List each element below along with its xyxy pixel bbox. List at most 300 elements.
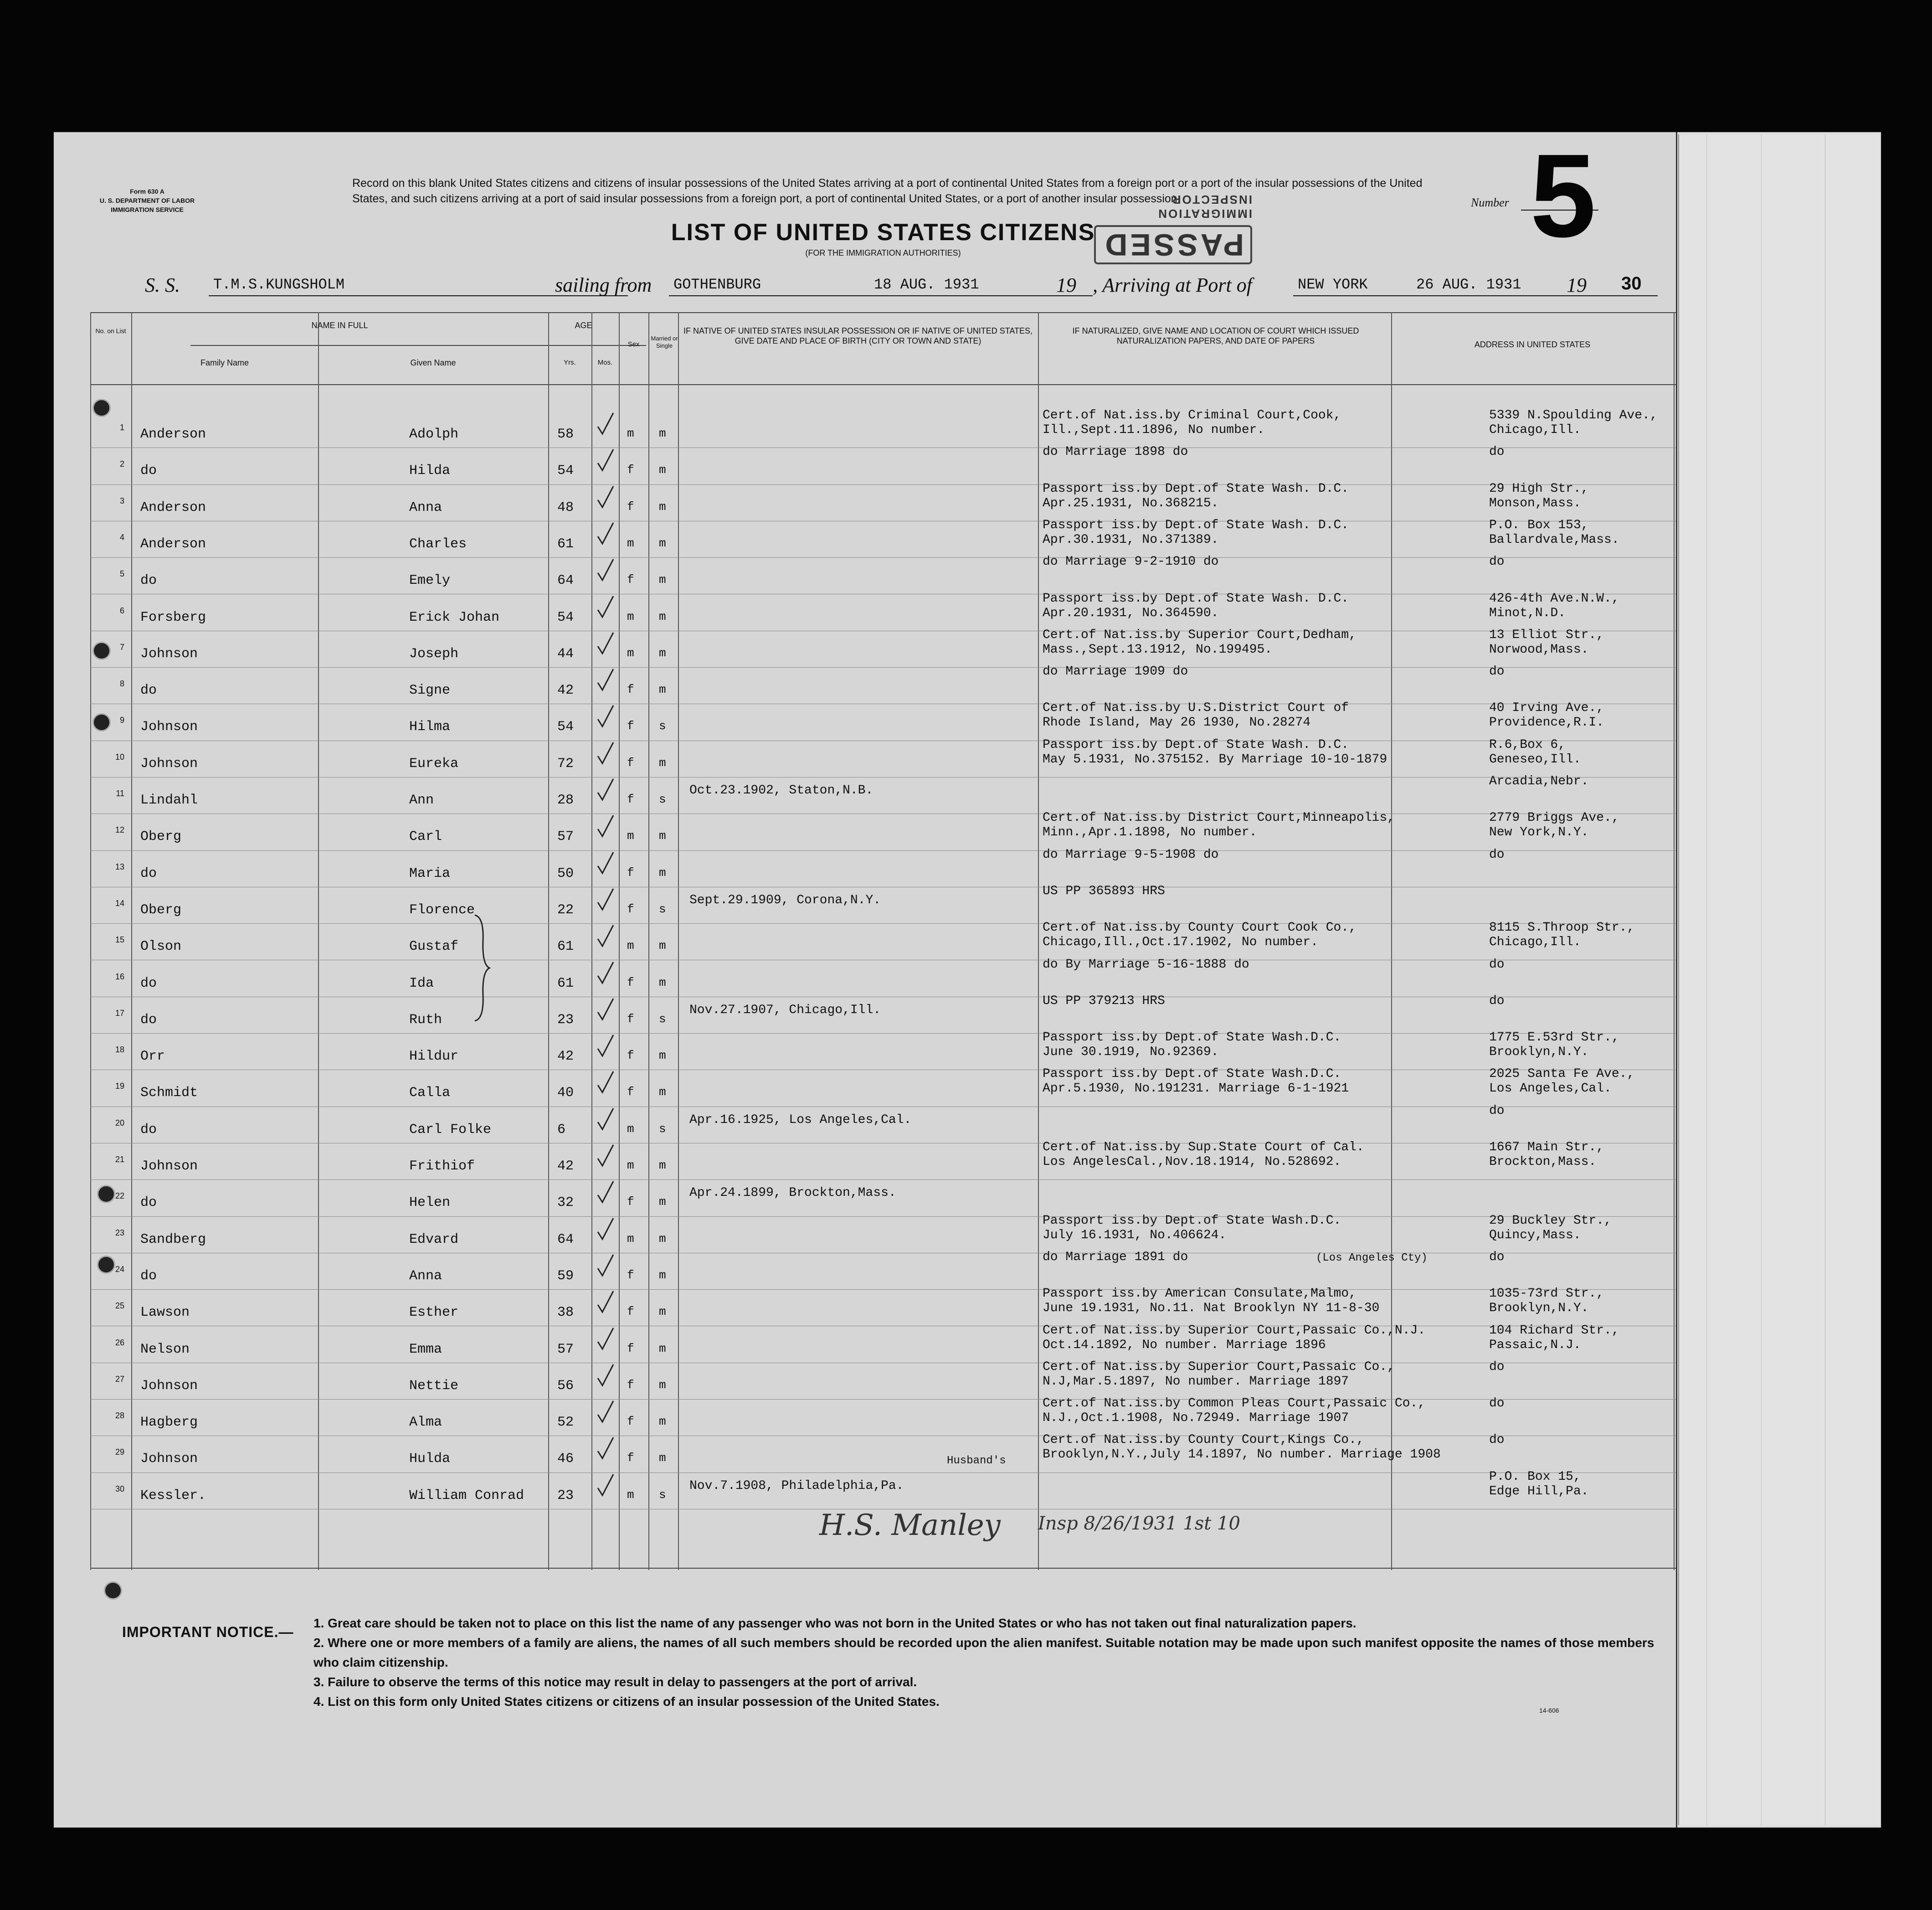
marital-status: s	[659, 793, 666, 806]
marital-status: m	[659, 499, 666, 514]
row-number: 16	[115, 972, 124, 981]
form-identifier	[90, 187, 204, 214]
checkmark-stroke	[598, 742, 613, 763]
family-name: do	[140, 865, 157, 881]
table-row	[90, 408, 1676, 451]
age-years: 46	[557, 1451, 574, 1467]
naturalization-line-1: Passport iss.by Dept.of State Wash.D.C.	[1043, 1213, 1341, 1228]
given-name: Eureka	[409, 756, 459, 772]
marital-status: m	[659, 573, 666, 587]
age-years: 72	[557, 756, 574, 772]
checkmark-stroke	[598, 486, 613, 507]
naturalization-line-1: do Marriage 9-2-1910 do	[1043, 555, 1219, 569]
given-name: Gustaf	[409, 939, 459, 955]
record-instructions: Record on this blank United States citizens and citizens of insular possessions of the United States arriving at a port of continental United States from a foreign port or a port of the insular possessions of the United States, and such citizens arriving at a port of said insular possessions from a foreign port, a port of continental United States, or a port of another insular possession.	[352, 177, 1423, 205]
row-number: 21	[115, 1155, 124, 1164]
given-name: Charles	[409, 536, 467, 552]
row-number: 4	[119, 532, 124, 542]
adjacent-page-edge	[1678, 134, 1880, 1825]
age-years: 54	[557, 463, 574, 479]
family-name: Johnson	[140, 646, 198, 662]
page-subtitle: (FOR THE IMMIGRATION AUTHORITIES)	[805, 248, 961, 257]
family-name: Olson	[140, 939, 182, 955]
address-line-1: 1035-73rd Str.,	[1489, 1287, 1604, 1301]
marital-status: m	[659, 1415, 666, 1429]
checkmark-stroke	[598, 1364, 613, 1385]
naturalization-line-1: do Marriage 1898 do	[1043, 445, 1188, 459]
given-name: Hulda	[409, 1451, 451, 1467]
checkmark-icon	[596, 850, 614, 876]
row-divider	[90, 1179, 1676, 1180]
col-header-family-name: Family Name	[200, 358, 249, 367]
family-name: Kessler.	[140, 1488, 206, 1503]
naturalization-line-1: Passport iss.by Dept.of State Wash. D.C.	[1043, 737, 1349, 752]
sailing-from-label: sailing from	[555, 274, 652, 296]
family-name: do	[140, 1268, 157, 1284]
husbands-annotation: Husband's	[947, 1455, 1006, 1467]
naturalization-line-1: Passport iss.by Dept.of State Wash.D.C.	[1043, 1067, 1341, 1081]
given-name: Ida	[409, 975, 434, 991]
address-line-2: Minot,N.D.	[1489, 606, 1566, 620]
address-line-1: 5339 N.Spoulding Ave.,	[1489, 408, 1658, 422]
sex: m	[627, 427, 634, 440]
family-name: Lindahl	[140, 793, 198, 808]
naturalization-line-1: US PP 379213 HRS	[1043, 994, 1165, 1008]
checkmark-icon	[596, 1289, 614, 1315]
sex: f	[627, 719, 634, 733]
table-row	[90, 811, 1676, 854]
age-years: 44	[557, 646, 574, 662]
sex: m	[627, 1488, 634, 1502]
table-row	[90, 884, 1676, 927]
family-name: Anderson	[140, 499, 206, 515]
notice-item-1: 1. Great care should be taken not to place on this list the name of any passenger who was not born in the United States or who has not taken out final naturalization papers.	[313, 1616, 1357, 1630]
family-name: Nelson	[140, 1341, 190, 1357]
address-line-1: 13 Elliot Str.,	[1489, 628, 1604, 642]
row-number: 1	[119, 423, 124, 432]
stamp-subtext: IMMIGRATION INSPECTOR	[1157, 193, 1252, 221]
address-line-1: do	[1489, 1396, 1505, 1411]
marital-status: m	[659, 1378, 666, 1392]
row-number: 24	[115, 1264, 124, 1274]
checkmark-stroke	[598, 669, 613, 690]
checkmark-stroke	[598, 999, 613, 1019]
naturalization-line-1: US PP 365893 HRS	[1043, 884, 1165, 898]
naturalization-line-1: Passport iss.by American Consulate,Malmo,	[1043, 1287, 1357, 1301]
age-years: 58	[557, 427, 574, 442]
naturalization-line-1: Cert.of Nat.iss.by District Court,Minneapolis,	[1043, 811, 1395, 825]
marital-status: m	[659, 1451, 666, 1465]
checkmark-icon	[596, 1436, 614, 1461]
family-name: Hagberg	[140, 1415, 198, 1431]
naturalization-line-2: Minn.,Apr.1.1898, No number.	[1043, 825, 1257, 840]
age-years: 52	[557, 1415, 574, 1431]
age-years: 50	[557, 865, 574, 881]
flap-rule	[1761, 134, 1762, 1825]
checkmark-stroke	[598, 1071, 613, 1092]
col-header-no: No. on List	[95, 327, 126, 335]
naturalization-line-2: Oct.14.1892, No number. Marriage 1896	[1043, 1338, 1326, 1352]
address-line-1: 2779 Briggs Ave.,	[1489, 811, 1619, 825]
date-from: 18 AUG. 1931	[874, 276, 979, 293]
checkmark-icon	[596, 557, 614, 583]
date-to: 26 AUG. 1931	[1416, 276, 1521, 293]
checkmark-icon	[596, 1033, 614, 1059]
notice-lead: IMPORTANT NOTICE.—	[122, 1624, 294, 1640]
punch-hole	[92, 642, 111, 660]
address-line-2: Norwood,Mass.	[1489, 642, 1589, 657]
age-years: 32	[557, 1195, 574, 1211]
table-row	[90, 957, 1676, 1000]
row-number: 23	[115, 1228, 124, 1237]
sex: f	[627, 1195, 634, 1209]
family-name: Forsberg	[140, 609, 206, 625]
row-number: 6	[119, 606, 124, 615]
marital-status: m	[659, 939, 666, 953]
voyage-line	[145, 273, 1671, 296]
sex: f	[627, 793, 634, 806]
age-years: 23	[557, 1012, 574, 1028]
checkmark-stroke	[598, 815, 613, 836]
naturalization-line-1: Cert.of Nat.iss.by Superior Court,Passaic Co.,	[1043, 1359, 1395, 1374]
age-years: 42	[557, 1049, 574, 1065]
col-header-yrs: Yrs.	[564, 359, 576, 366]
marital-status: s	[659, 902, 666, 916]
address-line-2: Ballardvale,Mass.	[1489, 532, 1619, 547]
checkmark-stroke	[598, 1437, 613, 1458]
flap-rule	[1706, 134, 1707, 1825]
service-name: IMMIGRATION SERVICE	[111, 206, 184, 213]
sex: f	[627, 1378, 634, 1392]
age-years: 42	[557, 1158, 574, 1174]
col-header-mos: Mos.	[597, 359, 613, 366]
col-header-married: Married or Single	[651, 335, 678, 349]
address-line-2: Chicago,Ill.	[1489, 423, 1581, 437]
row-number: 14	[115, 898, 124, 908]
col-header-name-in-full: NAME IN FULL	[311, 321, 368, 330]
marital-status: m	[659, 975, 666, 989]
family-name: do	[140, 573, 157, 589]
checkmark-icon	[596, 813, 614, 839]
age-years: 57	[557, 829, 574, 845]
checkmark-icon	[596, 1143, 614, 1169]
header-bottom-border	[90, 384, 1676, 385]
checkmark-stroke	[598, 925, 613, 946]
naturalization-line-1: Cert.of Nat.iss.by County Court,Kings Co.,	[1043, 1433, 1364, 1447]
sex: m	[627, 1158, 634, 1172]
sex: m	[627, 536, 634, 550]
family-name: Anderson	[140, 427, 206, 442]
family-name: Johnson	[140, 756, 198, 772]
port-from: GOTHENBURG	[673, 276, 761, 293]
address-line-2: Passaic,N.J.	[1489, 1338, 1581, 1352]
naturalization-line-2: Apr.20.1931, No.364590.	[1043, 606, 1219, 620]
checkmark-icon	[596, 923, 614, 949]
form-sheet	[54, 132, 1677, 1828]
age-years: 64	[557, 573, 574, 589]
checkmark-icon	[596, 484, 614, 510]
table-row	[90, 1287, 1676, 1329]
naturalization-line-1: Cert.of Nat.iss.by Common Pleas Court,Passaic Co.,	[1043, 1396, 1426, 1411]
family-name: do	[140, 1195, 157, 1211]
checkmark-icon	[596, 1070, 614, 1095]
year-suffix: 30	[1621, 273, 1642, 293]
marital-status: m	[659, 756, 666, 770]
family-name: Schmidt	[140, 1085, 198, 1101]
age-years: 22	[557, 902, 574, 918]
row-divider	[90, 850, 1676, 851]
sex: f	[627, 683, 634, 697]
name-subheader-line	[190, 345, 646, 346]
checkmark-icon	[596, 887, 614, 912]
address-line-2: Geneseo,Ill.	[1489, 752, 1581, 767]
port-to: NEW YORK	[1298, 276, 1368, 293]
marital-status: m	[659, 646, 666, 660]
sex: f	[627, 865, 634, 880]
checkmark-stroke	[598, 1401, 613, 1422]
address-line-2: Brooklyn,N.Y.	[1489, 1301, 1589, 1316]
sex: f	[627, 499, 634, 514]
address-line-1: 1775 E.53rd Str.,	[1489, 1030, 1619, 1045]
inspector-signature: H.S. Manley	[819, 1508, 1001, 1542]
arriving-label: , Arriving at Port of	[1093, 274, 1252, 296]
checkmark-icon	[596, 777, 614, 803]
checkmark-icon	[596, 631, 614, 656]
given-name: Ruth	[409, 1012, 442, 1028]
checkmark-icon	[596, 1363, 614, 1388]
age-years: 40	[557, 1085, 574, 1101]
row-number: 19	[115, 1081, 124, 1091]
table-row	[90, 921, 1676, 963]
naturalization-line-2: Chicago,Ill.,Oct.17.1902, No number.	[1043, 935, 1318, 950]
naturalization-line-1: Cert.of Nat.iss.by County Court Cook Co.,	[1043, 921, 1357, 935]
marital-status: m	[659, 683, 666, 697]
punch-hole	[92, 399, 111, 417]
marital-status: m	[659, 1049, 666, 1063]
port-to-underline	[1293, 295, 1658, 296]
naturalization-line-1: Passport iss.by Dept.of State Wash. D.C.	[1043, 591, 1349, 606]
marital-status: s	[659, 1012, 666, 1026]
checkmark-stroke	[598, 1035, 613, 1056]
marital-status: m	[659, 427, 666, 440]
notice-item-2: 2. Where one or more members of a family are aliens, the names of all such members should be recorded upon the alien manifest. Suitable notation may be made upon such manifest opposite the names of those members who claim citizenship.	[313, 1636, 1655, 1669]
col-header-sex: Sex	[627, 340, 640, 348]
table-row	[90, 1250, 1676, 1293]
address-line-1: 426-4th Ave.N.W.,	[1489, 591, 1619, 606]
address-line-1: 1667 Main Str.,	[1489, 1140, 1604, 1154]
checkmark-icon	[596, 594, 614, 620]
sex: m	[627, 609, 634, 623]
checkmark-stroke	[598, 1328, 613, 1349]
given-name: Erick Johan	[409, 609, 500, 625]
address-line-1: do	[1489, 1433, 1505, 1447]
address-line-1: P.O. Box 15,	[1489, 1469, 1581, 1484]
given-name: Edvard	[409, 1231, 459, 1247]
sex: m	[627, 829, 634, 843]
family-name: Oberg	[140, 829, 182, 845]
naturalization-line-2: June 30.1919, No.92369.	[1043, 1045, 1219, 1060]
address-line-1: 2025 Santa Fe Ave.,	[1489, 1067, 1635, 1081]
address-line-2: Quincy,Mass.	[1489, 1228, 1581, 1242]
given-name: Nettie	[409, 1378, 459, 1394]
age-years: 57	[557, 1341, 574, 1357]
table-row	[90, 591, 1676, 634]
address-line-2: Los Angeles,Cal.	[1489, 1081, 1612, 1096]
marital-status: m	[659, 1158, 666, 1172]
checkmark-icon	[596, 1107, 614, 1132]
table-row	[90, 481, 1676, 525]
col-header-native: IF NATIVE OF UNITED STATES INSULAR POSSESSION OR IF NATIVE OF UNITED STATES, GIVE DATE AND PLACE OF BIRTH (CITY OR TOWN AND STATE)	[683, 326, 1033, 345]
sheet-number: 5	[1530, 130, 1596, 262]
family-name: do	[140, 463, 157, 479]
checkmark-stroke	[598, 633, 613, 654]
row-divider	[90, 1033, 1676, 1034]
family-name: Sandberg	[140, 1231, 206, 1247]
passed-stamp	[1102, 150, 1252, 264]
given-name: Anna	[409, 1268, 442, 1284]
table-row	[90, 994, 1676, 1037]
sex: f	[627, 1451, 634, 1465]
address-line-1: do	[1489, 847, 1505, 862]
address-line-2: Monson,Mass.	[1489, 496, 1581, 510]
checkmark-icon	[596, 704, 614, 729]
table-row	[90, 1433, 1676, 1476]
given-name: Ann	[409, 793, 434, 808]
family-name: Lawson	[140, 1305, 190, 1321]
family-name: Johnson	[140, 1158, 198, 1174]
checkmark-stroke	[598, 449, 613, 470]
checkmark-icon	[596, 411, 614, 437]
given-name: Hilda	[409, 463, 451, 479]
given-name: Florence	[409, 902, 475, 918]
row-number: 9	[119, 716, 124, 725]
checkmark-icon	[596, 667, 614, 693]
marital-status: m	[659, 1341, 666, 1355]
family-name: Johnson	[140, 1451, 198, 1467]
checkmark-stroke	[598, 889, 613, 910]
address-line-1: do	[1489, 445, 1505, 459]
marital-status: m	[659, 1195, 666, 1209]
sex: f	[627, 1012, 634, 1026]
naturalization-line-2: Apr.5.1930, No.191231. Marriage 6-1-1921	[1043, 1081, 1349, 1096]
marital-status: m	[659, 1268, 666, 1282]
naturalization-line-2: Mass.,Sept.13.1912, No.199495.	[1043, 642, 1273, 657]
address-line-1: R.6,Box 6,	[1489, 737, 1566, 752]
row-number: 26	[115, 1338, 124, 1347]
los-angeles-annotation: (Los Angeles Cty)	[1316, 1252, 1428, 1264]
age-years: 59	[557, 1268, 574, 1284]
checkmark-icon	[596, 448, 614, 473]
checkmark-stroke	[598, 1291, 613, 1312]
table-row	[90, 445, 1676, 488]
notice-item-3: 3. Failure to observe the terms of this notice may result in delay to passengers at the port of arrival.	[313, 1675, 917, 1689]
family-bracket-icon	[473, 913, 491, 1023]
family-name: do	[140, 1122, 157, 1138]
port-from-underline	[669, 295, 1093, 296]
punch-hole	[97, 1185, 115, 1203]
row-number: 5	[119, 569, 124, 579]
age-years: 64	[557, 1231, 574, 1247]
checkmark-stroke	[598, 559, 613, 580]
address-line-2: Brooklyn,N.Y.	[1489, 1045, 1589, 1060]
marital-status: m	[659, 865, 666, 880]
row-number: 2	[119, 459, 124, 469]
row-number: 28	[115, 1411, 124, 1421]
birth-date-place: Apr.16.1925, Los Angeles,Cal.	[689, 1112, 912, 1127]
given-name: Calla	[409, 1085, 451, 1101]
given-name: Carl Folke	[409, 1122, 492, 1138]
marital-status: s	[659, 1488, 666, 1502]
checkmark-stroke	[598, 523, 613, 544]
naturalization-line-2: N.J,Mar.5.1897, No number. Marriage 1897	[1043, 1374, 1349, 1389]
given-name: Emely	[409, 573, 451, 589]
row-number: 17	[115, 1008, 124, 1018]
address-line-1: 8115 S.Throop Str.,	[1489, 921, 1635, 935]
row-number: 29	[115, 1447, 124, 1457]
ship-name: T.M.S.KUNGSHOLM	[213, 276, 345, 293]
naturalization-line-1: Cert.of Nat.iss.by U.S.District Court of	[1043, 701, 1349, 716]
table-row	[90, 774, 1676, 817]
naturalization-line-1: do Marriage 9-5-1908 do	[1043, 847, 1219, 862]
form-id: Form 630 A	[130, 188, 164, 195]
number-label: Number	[1471, 196, 1509, 209]
age-years: 48	[557, 499, 574, 515]
naturalization-line-1: Passport iss.by Dept.of State Wash. D.C.	[1043, 518, 1349, 532]
checkmark-stroke	[598, 705, 613, 726]
row-number: 25	[115, 1301, 124, 1311]
marital-status: s	[659, 1122, 666, 1136]
address-line-1: do	[1489, 664, 1505, 679]
given-name: Adolph	[409, 427, 459, 442]
age-years: 38	[557, 1305, 574, 1321]
checkmark-icon	[596, 1179, 614, 1205]
marital-status: m	[659, 463, 666, 477]
sex: f	[627, 573, 634, 587]
family-name: Oberg	[140, 902, 182, 918]
checkmark-stroke	[598, 962, 613, 983]
punch-hole	[104, 1581, 122, 1600]
year-label-2: 19	[1567, 274, 1587, 296]
table-row	[90, 518, 1676, 561]
address-line-1: do	[1489, 555, 1505, 569]
birth-date-place: Sept.29.1909, Corona,N.Y.	[689, 893, 881, 907]
given-name: Frithiof	[409, 1158, 475, 1174]
age-years: 6	[557, 1122, 566, 1138]
marital-status: m	[659, 536, 666, 550]
stamp-text: PASSED	[1094, 225, 1252, 264]
family-name: Orr	[140, 1049, 165, 1065]
birth-date-place: Apr.24.1899, Brockton,Mass.	[689, 1186, 896, 1200]
address-line-1: 104 Richard Str.,	[1489, 1323, 1619, 1338]
address-line-1: do	[1489, 1103, 1505, 1118]
row-number: 22	[115, 1191, 124, 1201]
checkmark-icon	[596, 1253, 614, 1278]
naturalization-line-2: Los AngelesCal.,Nov.18.1914, No.528692.	[1043, 1155, 1341, 1169]
sex: f	[627, 463, 634, 477]
checkmark-icon	[596, 960, 614, 986]
family-name: do	[140, 975, 157, 991]
punch-hole	[97, 1256, 115, 1274]
signature-date: Insp 8/26/1931 1st 10	[1038, 1513, 1240, 1534]
col-header-naturalized: IF NATURALIZED, GIVE NAME AND LOCATION OF COURT WHICH ISSUED NATURALIZATION PAPERS, AND DATE OF PAPERS	[1072, 326, 1359, 345]
row-number: 18	[115, 1045, 124, 1055]
row-divider	[90, 923, 1676, 924]
table-row	[90, 1140, 1676, 1183]
col-header-address: ADDRESS IN UNITED STATES	[1474, 340, 1591, 349]
col-header-age: AGE	[575, 321, 592, 330]
age-years: 61	[557, 536, 574, 552]
marital-status: m	[659, 829, 666, 843]
